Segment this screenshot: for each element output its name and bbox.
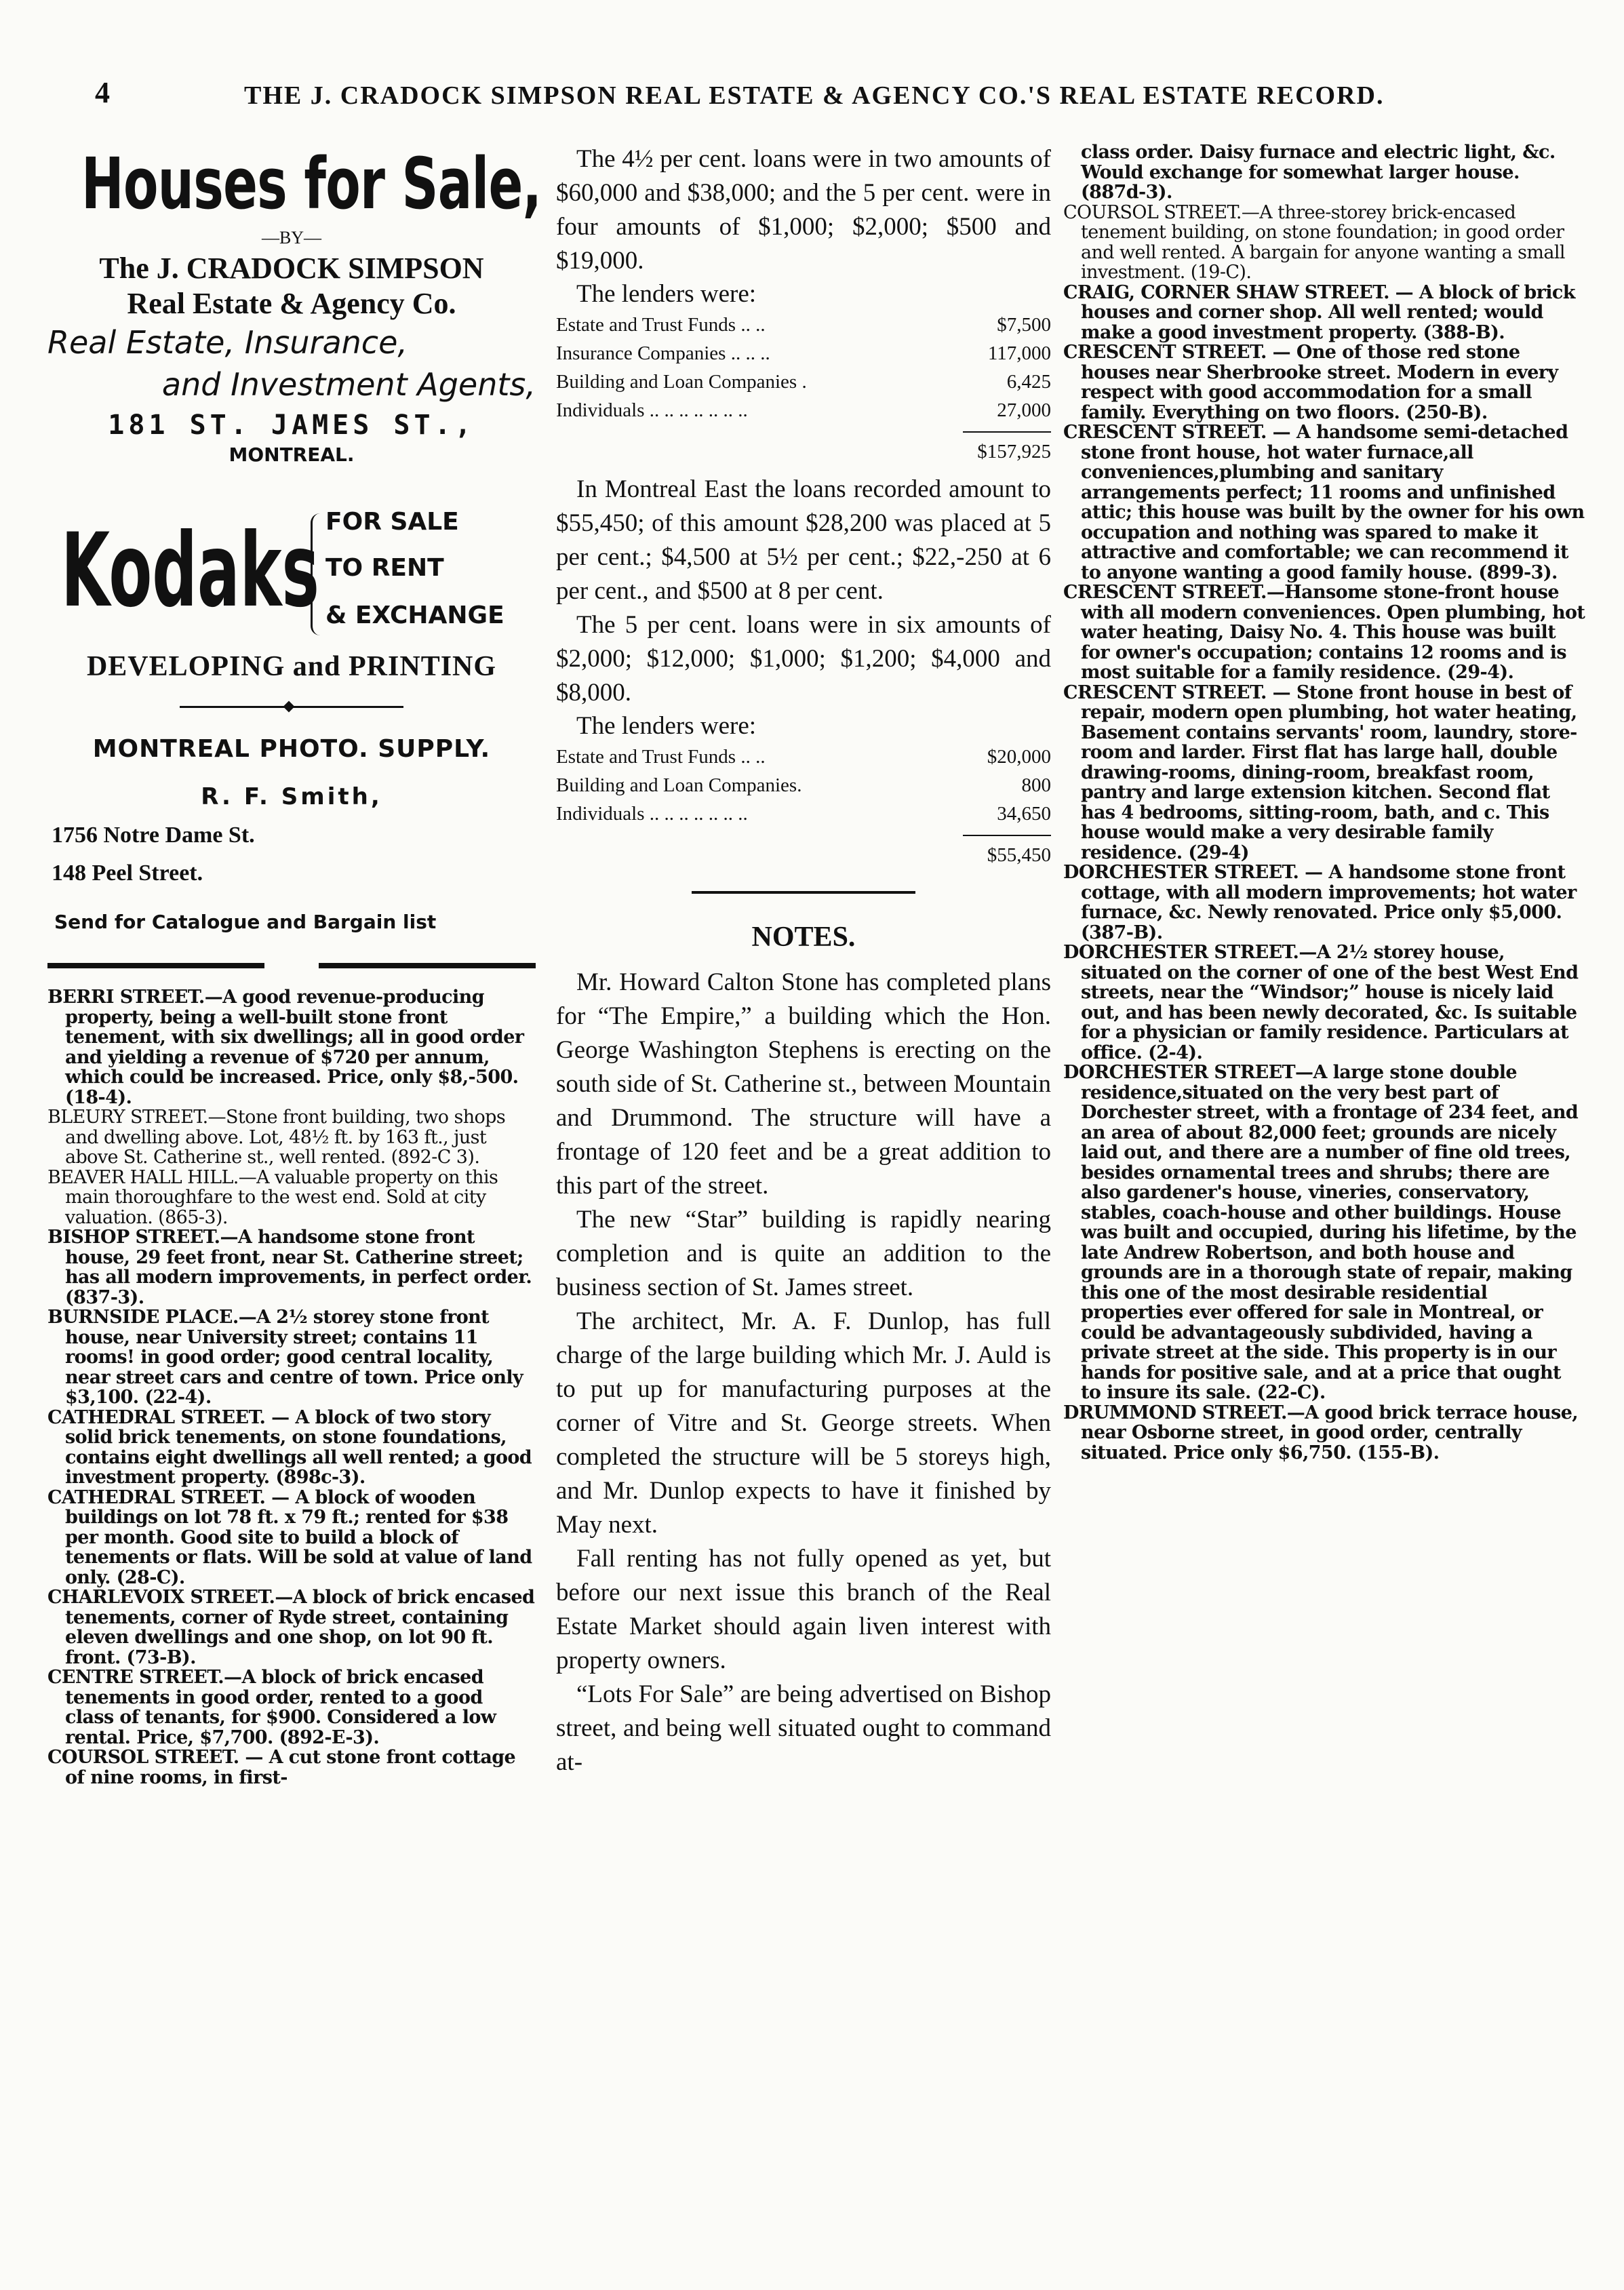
firm-name-line2: Real Estate & Agency Co. [127, 287, 456, 320]
offer-rent: TO RENT [325, 554, 444, 582]
listing: BERRI STREET.—A good revenue-producing property, being a well-built stone front tenement, with six dwellings; all in good order and yielding a revenue of $720 per annum, which could be increased. Price, only $8,-500. (18-4). [47, 987, 524, 1108]
listing: DORCHESTER STREET—A large stone double residence,situated on the very best part of Dorchester street, with a frontage of 234 feet, and an area of about 82,000 feet; grounds are nicely laid out, and there are a number of fine old trees, besides ornamental trees and shrubs; there are also gardener's house, vineries, conservatory, stables, coach-house and other buildings. House was built and occupied, during his lifetime, by the late Andrew Robertson, and both house and grounds are in a thorough state of repair, making this one of the most desirable residential properties ever offered for sale in Montreal, or could be advantageously subdivided, having a private street at the side. This property is in our hands for positive sale, and at a price that ought to insure its sale. (22-C). [1063, 1062, 1579, 1403]
brace-icon [311, 513, 325, 635]
listing-continuation: class order. Daisy furnace and electric light, &c. Would exchange for somewhat larger house. (887d-3). [1081, 142, 1556, 203]
listing: BISHOP STREET.—A handsome stone front house, 29 feet front, near St. Catherine street; has all modern improvements, in perfect order. (837-3). [47, 1227, 532, 1308]
paragraph: The 5 per cent. loans were in six amounts of $2,000; $12,000; $1,000; $1,200; $4,000 and $8,000. [556, 611, 1051, 707]
lender-amount: $7,500 [997, 314, 1051, 336]
lenders-table [556, 311, 1051, 425]
listing: CATHEDRAL STREET. — A block of wooden buildings on lot 78 ft. x 79 ft.; rented for $38 per month. Good site to build a block of tenements or flats. Will be sold at value of land only. (28-C). [47, 1486, 532, 1588]
listing: CENTRE STREET.—A block of brick encased tenements in good order, rented to a good class of tenants, for $900. Considered a low rental. Price, $7,700. (892-E-3). [47, 1667, 496, 1748]
houses-for-sale-ad [47, 142, 542, 466]
page-header [95, 71, 1587, 112]
lender-name: Individuals .. .. .. .. .. .. .. [556, 399, 748, 421]
column-middle [556, 142, 1051, 1779]
note-paragraph: Mr. Howard Calton Stone has completed plans for “The Empire,” a building which the Hon. George Washington Stephens is erecting on the south side of St. Catherine st., between Mountain and Drummond. The structure will have a frontage of 120 feet and be a great addition to this part of the street. [556, 968, 1051, 1200]
lender-name: Individuals .. .. .. .. .. .. .. [556, 803, 748, 825]
supply-address2: 148 Peel Street. [52, 861, 203, 886]
listing: CRESCENT STREET.—Hansome stone-front house with all modern conveniences. Open plumbing, hot water heating, Daisy No. 4. This house was built for owner's occupation; contains 12 rooms and is most suitable for a family residence. (29-4). [1063, 582, 1585, 683]
notes-heading: NOTES. [751, 922, 856, 953]
lenders-total: $55,450 [963, 835, 1051, 867]
table-row [556, 368, 1051, 396]
lender-amount: 800 [1021, 774, 1051, 796]
paragraph: In Montreal East the loans recorded amount to $55,450; of this amount $28,200 was placed at 5 per cent.; $4,500 at 5½ per cent.; $22,-250 at 6 per cent., and $500 at 8 per cent. [556, 475, 1051, 605]
offer-sale: FOR SALE [325, 508, 459, 536]
listing: BURNSIDE PLACE.—A 2½ storey stone front house, near University street; contains 11 rooms! in good order; good central locality, near street cars and centre of town. Price only $3,100. (22-4). [47, 1307, 523, 1408]
column-left [47, 142, 542, 1788]
supply-address1: 1756 Notre Dame St. [52, 823, 255, 848]
lender-amount: 27,000 [997, 399, 1051, 421]
table-row [556, 396, 1051, 425]
lender-name: Insurance Companies .. .. .. [556, 342, 770, 364]
lender-name: Estate and Trust Funds .. .. [556, 746, 766, 768]
lenders-total: $157,925 [963, 431, 1051, 463]
lender-name: Building and Loan Companies . [556, 371, 807, 393]
lender-amount: 117,000 [987, 342, 1051, 364]
listings-left [47, 987, 536, 1788]
lenders-heading: The lenders were: [576, 712, 757, 740]
listing: DORCHESTER STREET. — A handsome stone front cottage, with all modern improvements; hot water furnace, &c. Newly renovated. Price only $5,000. (387-B). [1063, 862, 1577, 943]
lender-amount: 6,425 [1006, 371, 1051, 393]
listing: DORCHESTER STREET.—A 2½ storey house, situated on the corner of one of the best West End streets, near the “Windsor;” house is nicely laid out, and has been newly decorated, &c. Is suitable for a physician or family residence. Particulars at office. (2-4). [1063, 942, 1579, 1063]
paragraph: The 4½ per cent. loans were in two amounts of $60,000 and $38,000; and the 5 per cent. were in four amounts of $1,000; $2,000; $500 and $19,000. [556, 145, 1051, 275]
agents-line1: Real Estate, Insurance, [47, 324, 408, 361]
lender-amount: 34,650 [997, 803, 1051, 825]
note-paragraph: “Lots For Sale” are being advertised on Bishop street, and being well situated ought to command at- [556, 1680, 1051, 1776]
listing: CRESCENT STREET. — A handsome semi-detached stone front house, hot water furnace,all conveniences,plumbing and sanitary arrangements perfect; 11 rooms and unfinished attic; this house was built by the owner for his own occupation and nothing was spared to make it attractive and comfortable; we can recommend it to anyone wanting a good family house. (899-3). [1063, 422, 1585, 583]
ad-by: —BY— [261, 228, 322, 248]
section-rule [692, 891, 915, 894]
listing: CHARLEVOIX STREET.—A block of brick encased tenements, corner of Ryde street, containing eleven dwellings and one shop, on lot 90 ft. front. (73-B). [47, 1587, 535, 1668]
ad-title: Houses for Sale, [81, 142, 542, 225]
lenders-table [556, 743, 1051, 828]
table-row [556, 799, 1051, 828]
catalogue-note: Send for Catalogue and Bargain list [54, 911, 437, 933]
listing: CATHEDRAL STREET. — A block of two story solid brick tenements, on stone foundations, contains eight dwellings all well rented; a good investment property. (898c-3). [47, 1406, 532, 1488]
offer-exchange: & EXCHANGE [325, 601, 504, 629]
supply-name: MONTREAL PHOTO. SUPPLY. [92, 735, 491, 763]
listing: DRUMMOND STREET.—A good brick terrace house, near Osborne street, in good order, centrally situated. Price only $6,750. (155-B). [1063, 1402, 1579, 1463]
listing: BLEURY STREET.—Stone front building, two shops and dwelling above. Lot, 48½ ft. by 163 ft., just above St. Catherine st., well rented. (892-C 3). [47, 1107, 506, 1168]
table-row [556, 311, 1051, 339]
kodaks-ad [47, 507, 536, 933]
firm-city: MONTREAL. [229, 443, 355, 466]
kodaks-banner [47, 507, 536, 642]
firm-address: 181 ST. JAMES ST., [108, 410, 475, 441]
listing: BEAVER HALL HILL.—A valuable property on this main thoroughfare to the west end. Sold at city valuation. (865-3). [47, 1166, 498, 1228]
note-paragraph: The new “Star” building is rapidly nearing completion and is quite an addition to the business section of St. James street. [556, 1206, 1051, 1301]
table-row [556, 339, 1051, 368]
services-line: DEVELOPING and PRINTING [86, 651, 497, 682]
section-rule [47, 963, 536, 968]
agents-line2: and Investment Agents, [161, 366, 536, 403]
lender-name: Building and Loan Companies. [556, 774, 802, 796]
listing: CRESCENT STREET. — Stone front house in best of repair, modern open plumbing, hot water heating, Basement contains servants' room, laundry, store-room and larder. First flat has large hall, double drawing-rooms, dining-room, breakfast room, pantry and large extension kitchen. Second flat has 4 bedrooms, sitting-room, bath, and c. This house would make a very desirable family residence. (29-4) [1063, 682, 1577, 863]
listing: CRESCENT STREET. — One of those red stone houses near Sherbrooke street. Modern in every respect with good accommodation for a small family. Everything on two floors. (250-B). [1063, 342, 1558, 423]
running-title: THE J. CRADOCK SIMPSON REAL ESTATE & AGENCY CO.'S REAL ESTATE RECORD. [244, 81, 1385, 110]
note-paragraph: Fall renting has not fully opened as yet, but before our next issue this branch of the Real Estate Market should again liven interest with property owners. [556, 1545, 1051, 1674]
listing: CRAIG, CORNER SHAW STREET. — A block of brick houses and corner shop. All well rented; would make a good investment property. (388-B). [1063, 281, 1575, 343]
lender-name: Estate and Trust Funds .. .. [556, 314, 766, 336]
lenders-heading: The lenders were: [576, 280, 757, 308]
listing: COURSOL STREET.—A three-storey brick-encased tenement building, on stone foundation; in good order and well rented. A bargain for anyone wanting a small investment. (19-C). [1063, 201, 1565, 283]
table-row [556, 743, 1051, 771]
ornamental-divider [180, 706, 403, 708]
kodaks-brand: Kodaks [61, 512, 319, 630]
note-paragraph: The architect, Mr. A. F. Dunlop, has full charge of the large building which Mr. J. Auld is to put up for manufacturing purposes at the corner of Vitre and St. George streets. When completed the structure will be 5 storeys high, and Mr. Dunlop expects to have it finished by May next. [556, 1307, 1051, 1539]
proprietor-name: R. F. Smith, [201, 783, 382, 810]
page-number: 4 [95, 76, 111, 109]
table-row [556, 771, 1051, 799]
column-right [1063, 142, 1585, 1463]
firm-name: The J. CRADOCK SIMPSON [99, 252, 484, 285]
lender-amount: $20,000 [987, 746, 1051, 768]
listing: COURSOL STREET. — A cut stone front cottage of nine rooms, in first- [47, 1747, 516, 1788]
